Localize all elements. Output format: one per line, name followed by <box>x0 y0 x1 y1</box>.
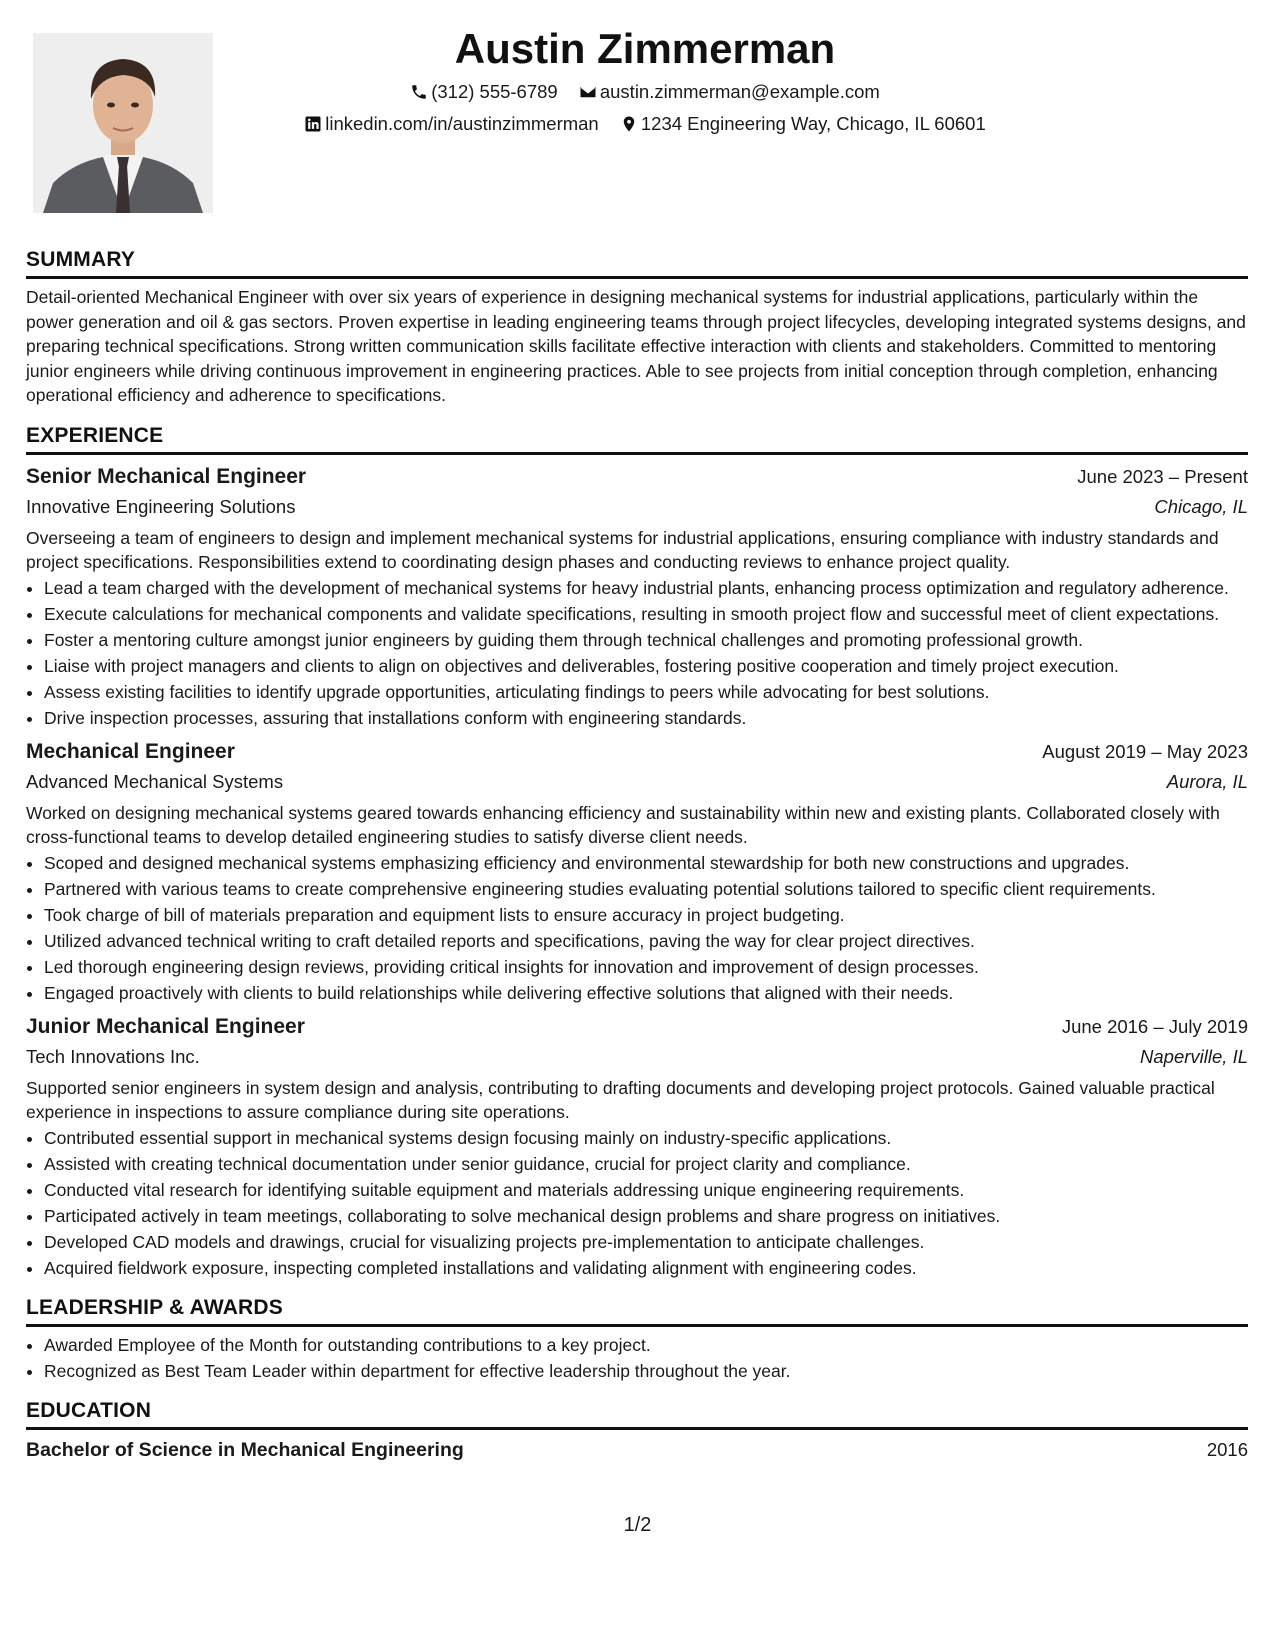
company-name: Innovative Engineering Solutions <box>26 495 296 517</box>
job-bullets <box>26 851 1248 1005</box>
linkedin-icon <box>304 115 322 133</box>
list-item: • Developed CAD models and drawings, crucial for visualizing projects pre-implementation to anticipate challenges. <box>44 1230 1248 1254</box>
job-dates: August 2019 – May 2023 <box>1042 740 1248 762</box>
job-title: Senior Mechanical Engineer <box>26 464 307 488</box>
company-name: Advanced Mechanical Systems <box>26 770 284 792</box>
list-item: • Took charge of bill of materials preparation and equipment lists to ensure accuracy in project budgeting. <box>44 903 1248 927</box>
leadership-bullets <box>26 1333 1248 1383</box>
leadership-section <box>26 1294 1248 1383</box>
list-item: • Conducted vital research for identifying suitable equipment and materials addressing unique engineering requirements. <box>44 1178 1248 1202</box>
job-bullets <box>26 576 1248 730</box>
graduation-year: 2016 <box>1206 1438 1248 1460</box>
degree-name: Bachelor of Science in Mechanical Engineering <box>26 1438 464 1461</box>
candidate-name: Austin Zimmerman <box>454 25 836 72</box>
list-item: • Scoped and designed mechanical systems emphasizing efficiency and environmental stewardship for both new constructions and upgrades. <box>44 851 1248 875</box>
summary-heading: SUMMARY <box>26 246 1248 279</box>
profile-photo <box>33 33 213 213</box>
phone-text: (312) 555-6789 <box>431 81 558 102</box>
job-title: Mechanical Engineer <box>26 739 235 763</box>
list-item: • Utilized advanced technical writing to craft detailed reports and specifications, paving the way for clear project directives. <box>44 929 1248 953</box>
list-item: • Awarded Employee of the Month for outstanding contributions to a key project. <box>44 1333 1248 1357</box>
job-dates: June 2023 – Present <box>1077 465 1248 487</box>
experience-section <box>26 422 1248 1280</box>
list-item: • Foster a mentoring culture amongst junior engineers by guiding them through technical challenges and promoting professional growth. <box>44 628 1248 652</box>
job-entry <box>26 736 1248 1005</box>
education-section <box>26 1397 1248 1464</box>
list-item: • Drive inspection processes, assuring that installations conform with engineering standards. <box>44 706 1248 730</box>
list-item: • Recognized as Best Team Leader within department for effective leadership throughout the year. <box>44 1359 1248 1383</box>
education-heading: EDUCATION <box>26 1397 1248 1430</box>
linkedin-contact[interactable] <box>304 112 599 136</box>
job-description: Worked on designing mechanical systems geared towards enhancing efficiency and sustainability within new and existing plants. Collaborated closely with cross-functional teams to develop detailed engineering studies to satisfy diverse client needs. <box>26 802 1220 847</box>
job-description: Overseeing a team of engineers to design and implement mechanical systems for industrial applications, ensuring compliance with industry standards and project specifications. Responsibilities extend to coordinating design phases and conducting reviews to enhance project quality. <box>26 527 1219 572</box>
list-item: • Partnered with various teams to create comprehensive engineering studies evaluating potential solutions tailored to specific client requirements. <box>44 877 1248 901</box>
list-item: • Engaged proactively with clients to build relationships while delivering effective solutions that aligned with their needs. <box>44 981 1248 1005</box>
list-item: • Execute calculations for mechanical components and validate specifications, resulting in smooth project flow and successful meet of client expectations. <box>44 602 1248 626</box>
list-item: • Lead a team charged with the development of mechanical systems for heavy industrial plants, enhancing process optimization and regulatory adherence. <box>44 576 1248 600</box>
contact-row-2 <box>200 112 1090 136</box>
job-bullets <box>26 1126 1248 1280</box>
envelope-icon <box>579 83 597 101</box>
phone-contact[interactable] <box>410 80 558 104</box>
list-item: • Participated actively in team meetings, collaborating to solve mechanical design problems and share progress on initiatives. <box>44 1204 1248 1228</box>
page-number: 1/2 <box>623 1514 652 1536</box>
summary-text: Detail-oriented Mechanical Engineer with over six years of experience in designing mechanical systems for industrial applications, particularly within the power generation and oil & gas sectors. Proven expertise in leading engineering teams through project lifecycles, developing integrated systems designs, and preparing technical specifications. Strong written communication skills facilitate effective interaction with clients and stakeholders. Committed to mentoring junior engineers while driving continuous improvement in engineering practices. Able to see projects from initial conception through completion, enhancing operational efficiency and adherence to specifications. <box>26 287 1246 405</box>
job-entry <box>26 461 1248 730</box>
list-item: • Contributed essential support in mechanical systems design focusing mainly on industry-specific applications. <box>44 1126 1248 1150</box>
job-description: Supported senior engineers in system design and analysis, contributing to drafting documents and developing project protocols. Gained valuable practical experience in inspections to assure compliance during site operations. <box>26 1077 1215 1122</box>
list-item: • Led thorough engineering design reviews, providing critical insights for innovation and improvement of design processes. <box>44 955 1248 979</box>
contact-row-1 <box>200 80 1090 104</box>
job-location: Chicago, IL <box>1154 495 1248 517</box>
job-location: Naperville, IL <box>1140 1045 1248 1067</box>
map-pin-icon <box>620 115 638 133</box>
list-item: • Liaise with project managers and clients to align on objectives and deliverables, fostering positive cooperation and timely project execution. <box>44 654 1248 678</box>
leadership-heading: LEADERSHIP & AWARDS <box>26 1294 1248 1327</box>
list-item: • Assisted with creating technical documentation under senior guidance, crucial for project clarity and compliance. <box>44 1152 1248 1176</box>
phone-icon <box>410 83 428 101</box>
company-name: Tech Innovations Inc. <box>26 1045 200 1067</box>
job-location: Aurora, IL <box>1166 770 1248 792</box>
experience-heading: EXPERIENCE <box>26 422 1248 455</box>
list-item: • Assess existing facilities to identify upgrade opportunities, articulating findings to peers while advocating for best solutions. <box>44 680 1248 704</box>
job-title: Junior Mechanical Engineer <box>26 1014 305 1038</box>
resume-content <box>26 246 1248 1478</box>
address-text: 1234 Engineering Way, Chicago, IL 60601 <box>640 113 986 134</box>
list-item: • Acquired fieldwork exposure, inspecting completed installations and validating alignment with engineering codes. <box>44 1256 1248 1280</box>
address-contact <box>620 112 986 136</box>
linkedin-text: linkedin.com/in/austinzimmerman <box>325 113 599 134</box>
profile-photo-illustration <box>33 33 213 213</box>
email-contact[interactable] <box>579 80 880 104</box>
job-entry <box>26 1011 1248 1280</box>
email-text: austin.zimmerman@example.com <box>599 81 880 102</box>
job-dates: June 2016 – July 2019 <box>1061 1015 1248 1037</box>
summary-section <box>26 246 1248 408</box>
